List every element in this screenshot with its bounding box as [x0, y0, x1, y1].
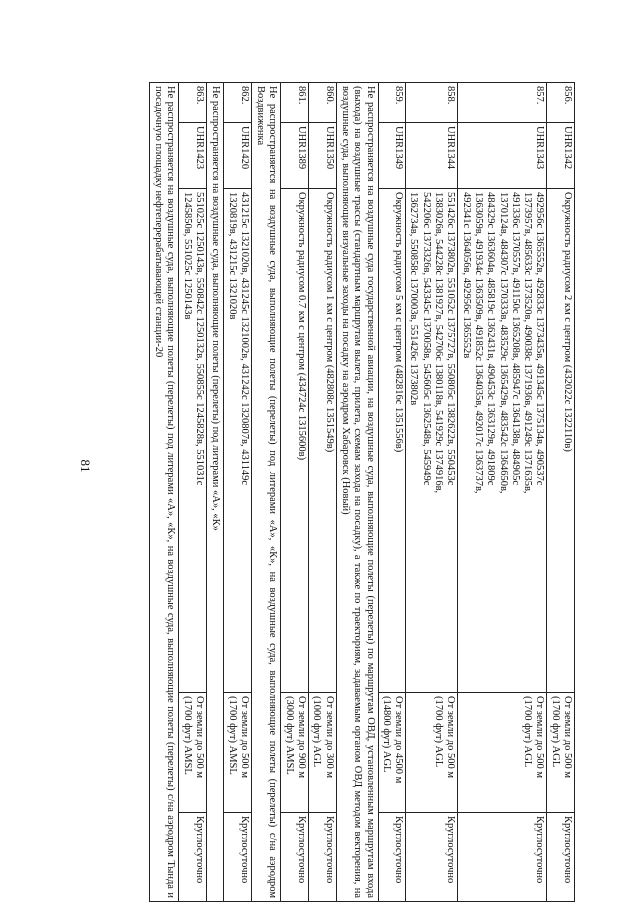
note-row — [336, 83, 378, 902]
altitude-limits-text: От земли до 4500 м (14800 фут) AGL — [380, 696, 405, 784]
altitude-limits-text: От земли до 300 м (1000 фут) AGL — [311, 696, 335, 778]
row-number — [378, 83, 406, 123]
exemption-note-text: Не распространяется на воздушные суда государственной авиации, на воздушные суда, выполняющие полеты (перелеты) по маршрутам ОВД, установленным маршрутам входа (выхода) на воздушные трассы (стандартным маршрутам вылета, прилета, схемам захода на посадку), а также по траекториям, задаваемым органом ОВД методом векторения, на воздушные суда, выполняющие визуальные заходы на посадку на аэродром Хабаровск (Новый) — [339, 86, 376, 898]
zone-boundary-text: 551426с 1373802в, 551052с 1375727в, 550805с 1382622в, 550453с 1383026в, 544228с 1381927в, 542706с 1380118в, 541929с 1374916в, 542206с 1373326в, 543345с 1370058в, 545605с 1362548в, 545949с 1362734в, 550858с 1370003в, 551426с 1373802в — [408, 192, 457, 494]
operating-time — [179, 813, 207, 902]
altitude-limits-text: От земли до 500 м (1700 фут) AGL — [522, 696, 546, 778]
operating-time-text: Круглосуточно — [238, 816, 250, 884]
row-number — [458, 83, 547, 123]
table-row — [406, 83, 458, 902]
altitude-limits — [281, 693, 309, 813]
table-row — [547, 83, 575, 902]
row-number — [309, 83, 337, 123]
exemption-note — [206, 83, 223, 902]
row-number-text: 862. — [238, 86, 250, 105]
restricted-zones-table — [149, 82, 575, 902]
row-number-text: 860. — [323, 86, 335, 105]
row-number — [224, 83, 252, 123]
row-number-text: 859. — [393, 86, 405, 105]
operating-time — [281, 813, 309, 902]
table-body — [149, 83, 574, 902]
page-number: 81 — [78, 459, 93, 473]
zone-boundary-text: Окружность радиусом 5 км с центром (482816с 1351556в) — [393, 192, 405, 453]
zone-boundary-text: 492956с 1365552в, 492833с 1373435в, 491345с 1375134в, 490537с 1373957в, 485633с 1373520в, 490038с 1371936в, 491249с 1371635в, 491336с 1370557в, 491150с 1365208в, 485947с 1364138в, 484905с 1370124в, 484307с 1370333в, 483529с 1365429в, 483542с 1364650в, 484329с 1363604в, 485819с 1362431в, 490453с 1363129в, 491809с 1363059в, 491934с 1363509в, 491852с 1364035в, 492017с 1363737в, 492341с 1364056в, 492956с 1365552в — [460, 192, 546, 494]
zone-boundary — [309, 189, 337, 693]
table-row — [378, 83, 406, 902]
row-number — [547, 83, 575, 123]
altitude-limits-text: От земли до 900 м (3000 фут) AMSL — [283, 696, 308, 778]
operating-time-text: Круглосуточно — [445, 816, 457, 884]
zone-code-text: UHR1423 — [193, 126, 205, 170]
zone-boundary — [179, 189, 207, 693]
zone-boundary — [406, 189, 458, 693]
row-number-text: 863. — [193, 86, 205, 105]
operating-time-text: Круглосуточно — [323, 816, 335, 884]
row-number-text: 858. — [445, 86, 457, 105]
operating-time-text: Круглосуточно — [193, 816, 205, 884]
table-row — [309, 83, 337, 902]
altitude-limits — [406, 693, 458, 813]
rotated-page-content — [105, 82, 575, 902]
row-number — [281, 83, 309, 123]
operating-time — [406, 813, 458, 902]
row-number-text: 856. — [562, 86, 573, 105]
exemption-note-text: Не распространяется на воздушные суда, выполняющие полеты (перелеты) под литерами «А», «К», на воздушные суда, выполняющие полеты (перелеты) с/на аэродром Воздвиженка — [255, 86, 279, 898]
exemption-note — [336, 83, 378, 902]
note-row — [206, 83, 223, 902]
zone-boundary — [224, 189, 252, 693]
row-number-text: 861. — [296, 86, 308, 105]
zone-code-text: UHR1420 — [238, 126, 250, 170]
zone-code-text: UHR1389 — [296, 126, 308, 170]
zone-boundary — [547, 189, 575, 693]
altitude-limits — [179, 693, 207, 813]
altitude-limits — [378, 693, 406, 813]
zone-boundary-text: 431215с 1321020в, 431245с 1321002в, 431242с 1320807в, 431149с 1320819в, 431215с 1321020в — [226, 192, 250, 486]
altitude-limits-text: От земли до 500 м (1700 фут) AGL — [433, 696, 457, 778]
operating-time-text: Круглосуточно — [534, 816, 546, 884]
exemption-note-text: Не распространяется на воздушные суда, выполняющие полеты (перелеты) под литерами «А», «К» — [210, 86, 222, 531]
row-number — [179, 83, 207, 123]
zone-code-text: UHR1349 — [393, 126, 405, 170]
zone-code — [224, 123, 252, 189]
zone-code-text: UHR1350 — [323, 126, 335, 170]
operating-time — [309, 813, 337, 902]
altitude-limits — [224, 693, 252, 813]
zone-code-text: UHR1343 — [534, 126, 546, 170]
exemption-note — [149, 83, 179, 902]
table-row — [224, 83, 252, 902]
note-row — [149, 83, 179, 902]
row-number-text: 857. — [534, 86, 546, 105]
operating-time — [458, 813, 547, 902]
exemption-note — [251, 83, 281, 902]
zone-code — [281, 123, 309, 189]
exemption-note-text: Не распространяется на воздушные суда, выполняющие полеты (перелеты) под литерами «А», «К», на воздушные суда, выполняющие полеты (перелеты) с/на аэродром Тында и посадочную площадку нефтеперерабатывающей станции-20 — [153, 86, 177, 898]
altitude-limits — [309, 693, 337, 813]
table-row — [458, 83, 547, 902]
altitude-limits — [547, 693, 575, 813]
operating-time — [378, 813, 406, 902]
operating-time — [547, 813, 575, 902]
zone-boundary — [458, 189, 547, 693]
zone-boundary — [378, 189, 406, 693]
zone-code — [179, 123, 207, 189]
zone-code — [547, 123, 575, 189]
altitude-limits-text: От земли до 500 м (1700 фут) AMSL — [181, 696, 205, 778]
zone-code — [309, 123, 337, 189]
operating-time-text: Круглосуточно — [562, 816, 573, 884]
zone-boundary-text: 551025с 1250143в, 550842с 1250132в, 550855с 1245828в, 551031с 1245850в, 551025с 1250143в — [181, 192, 205, 486]
operating-time-text: Круглосуточно — [296, 816, 308, 884]
operating-time — [224, 813, 252, 902]
table-row — [281, 83, 309, 902]
altitude-limits — [458, 693, 547, 813]
note-row — [251, 83, 281, 902]
zone-code — [378, 123, 406, 189]
zone-boundary-text: Окружность радиусом 0.7 км с центром (434724с 1315600в) — [296, 192, 308, 461]
zone-boundary-text: Окружность радиусом 1 км с центром (482808с 1351549в) — [323, 192, 335, 453]
altitude-limits-text: От земли до 500 м (1700 фут) AGL — [549, 696, 573, 778]
zone-code-text: UHR1344 — [445, 126, 457, 170]
zone-boundary — [281, 189, 309, 693]
row-number — [406, 83, 458, 123]
zone-boundary-text: Окружность радиусом 2 км с центром (432022с 1322110в) — [562, 192, 573, 452]
zone-code — [458, 123, 547, 189]
table-row — [179, 83, 207, 902]
operating-time-text: Круглосуточно — [393, 816, 405, 884]
zone-code-text: UHR1342 — [562, 126, 573, 170]
altitude-limits-text: От земли до 500 м (1700 фут) AMSL — [226, 696, 250, 778]
zone-code — [406, 123, 458, 189]
